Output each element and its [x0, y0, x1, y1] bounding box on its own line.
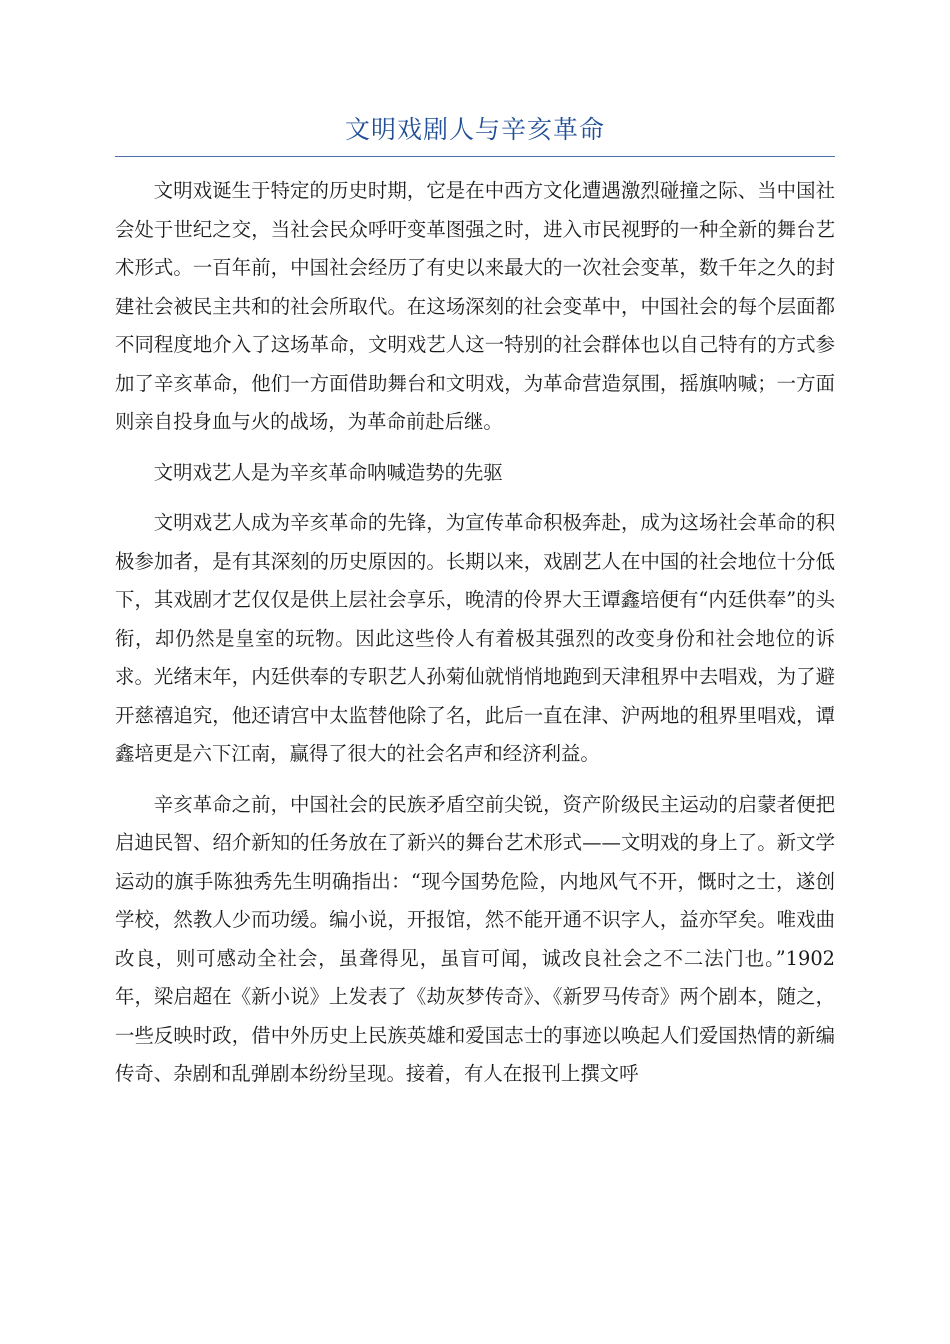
title-block [115, 110, 835, 157]
paragraph-history: 文明戏艺人成为辛亥革命的先锋，为宣传革命积极奔赴，成为这场社会革命的积极参加者，是有其深刻的历史原因的。长期以来，戏剧艺人在中国的社会地位十分低下，其戏剧才艺仅仅是供上层社会享乐，晚清的伶界大王谭鑫培便有“内廷供奉”的头衔，却仍然是皇室的玩物。因此这些伶人有着极其强烈的改变身份和社会地位的诉求。光绪末年，内廷供奉的专职艺人孙菊仙就悄悄地跑到天津租界中去唱戏，为了避开慈禧追究，他还请宫中太监替他除了名，此后一直在津、沪两地的租界里唱戏，谭鑫培更是六下江南，赢得了很大的社会名声和经济利益。 [115, 511, 835, 765]
paragraph-intro: 文明戏诞生于特定的历史时期，它是在中西方文化遭遇激烈碰撞之际、当中国社会处于世纪之交，当社会民众呼吁变革图强之时，进入市民视野的一种全新的舞台艺术形式。一百年前，中国社会经历了有史以来最大的一次社会变革，数千年之久的封建社会被民主共和的社会所取代。在这场深刻的社会变革中，中国社会的每个层面都不同程度地介入了这场革命，文明戏艺人这一特别的社会群体也以自己特有的方式参加了辛亥革命，他们一方面借助舞台和文明戏，为革命营造氛围，摇旗呐喊；一方面则亲自投身血与火的战场，为革命前赴后继。 [115, 179, 835, 433]
section-heading: 文明戏艺人是为辛亥革命呐喊造势的先驱 [153, 460, 503, 484]
document-title: 文明戏剧人与辛亥革命 [344, 115, 605, 144]
paragraph-prerevolution: 辛亥革命之前，中国社会的民族矛盾空前尖锐，资产阶级民主运动的启蒙者便把启迪民智、绍介新知的任务放在了新兴的舞台艺术形式——文明戏的身上了。新文学运动的旗手陈独秀先生明确指出：“现今国势危险，内地风气不开，慨时之士，遂创学校，然教人少而功缓。编小说，开报馆，然不能开通不识字人，益亦罕矣。唯戏曲改良，则可感动全社会，虽聋得见，虽盲可闻，诚改良社会之不二法门也。”1902年，梁启超在《新小说》上发表了《劫灰梦传奇》、《新罗马传奇》两个剧本，随之，一些反映时政，借中外历史上民族英雄和爱国志士的事迹以唤起人们爱国热情的新编传奇、杂剧和乱弹剧本纷纷呈现。接着，有人在报刊上撰文呼 [115, 792, 835, 1085]
document-body [115, 172, 835, 1106]
